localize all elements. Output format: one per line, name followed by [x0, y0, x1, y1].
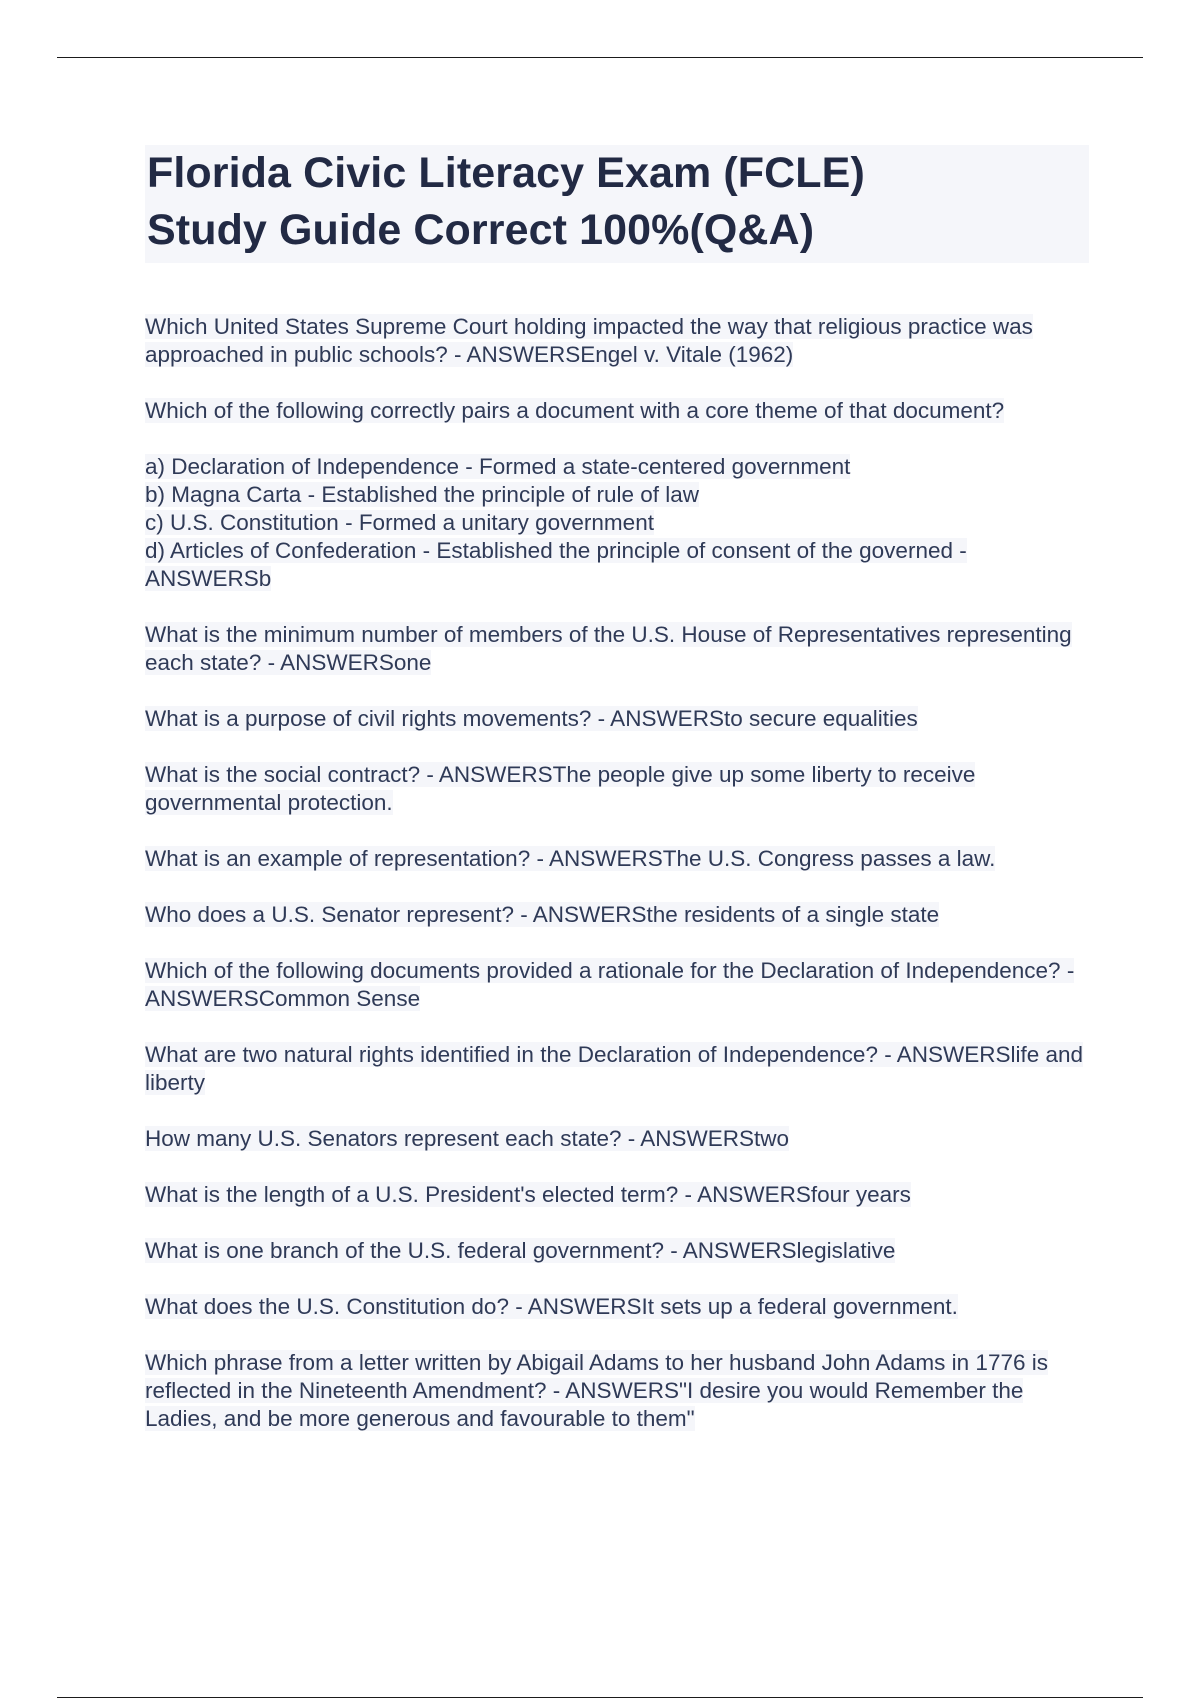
qa-item: What is the minimum number of members of the U.S. House of Representatives representing each state? - ANSWERSone: [145, 622, 1072, 675]
qa-item: What is a purpose of civil rights movements? - ANSWERSto secure equalities: [145, 706, 918, 731]
qa-item: What is the social contract? - ANSWERSThe people give up some liberty to receive governmental protection.: [145, 762, 976, 815]
qa-item: Which United States Supreme Court holding impacted the way that religious practice was approached in public schools? - ANSWERSEngel v. Vitale (1962): [145, 314, 1033, 367]
option-d: d) Articles of Confederation - Established the principle of consent of the governed - ANSWERSb: [145, 538, 967, 591]
option-a: a) Declaration of Independence - Formed a state-centered government: [145, 454, 851, 479]
qa-item: What is the length of a U.S. President's elected term? - ANSWERSfour years: [145, 1182, 911, 1207]
top-rule: [57, 57, 1143, 58]
qa-item: What does the U.S. Constitution do? - ANSWERSIt sets up a federal government.: [145, 1294, 958, 1319]
qa-item: Which phrase from a letter written by Abigail Adams to her husband John Adams in 1776 is reflected in the Nineteenth Amendment? - ANSWERS"I desire you would Remember the Ladies, and be more generous and favourable to them": [145, 1350, 1048, 1431]
bottom-rule: [57, 1697, 1143, 1698]
qa-item: Which of the following correctly pairs a document with a core theme of that document?: [145, 398, 1005, 423]
document-title: [145, 145, 1089, 263]
title-line-1: Florida Civic Literacy Exam (FCLE): [147, 149, 865, 197]
qa-item: Which of the following documents provided a rationale for the Declaration of Independence? - ANSWERSCommon Sense: [145, 958, 1075, 1011]
qa-item: How many U.S. Senators represent each state? - ANSWERStwo: [145, 1126, 790, 1151]
option-b: b) Magna Carta - Established the principle of rule of law: [145, 482, 700, 507]
qa-item: What is one branch of the U.S. federal government? - ANSWERSlegislative: [145, 1238, 896, 1263]
qa-options: [145, 453, 1089, 593]
document-body: [145, 145, 1089, 1461]
option-c: c) U.S. Constitution - Formed a unitary government: [145, 510, 654, 535]
title-line-2: Study Guide Correct 100%(Q&A): [147, 206, 815, 254]
qa-item: What are two natural rights identified in the Declaration of Independence? - ANSWERSlife and liberty: [145, 1042, 1084, 1095]
qa-item: What is an example of representation? - ANSWERSThe U.S. Congress passes a law.: [145, 846, 996, 871]
qa-item: Who does a U.S. Senator represent? - ANSWERSthe residents of a single state: [145, 902, 940, 927]
